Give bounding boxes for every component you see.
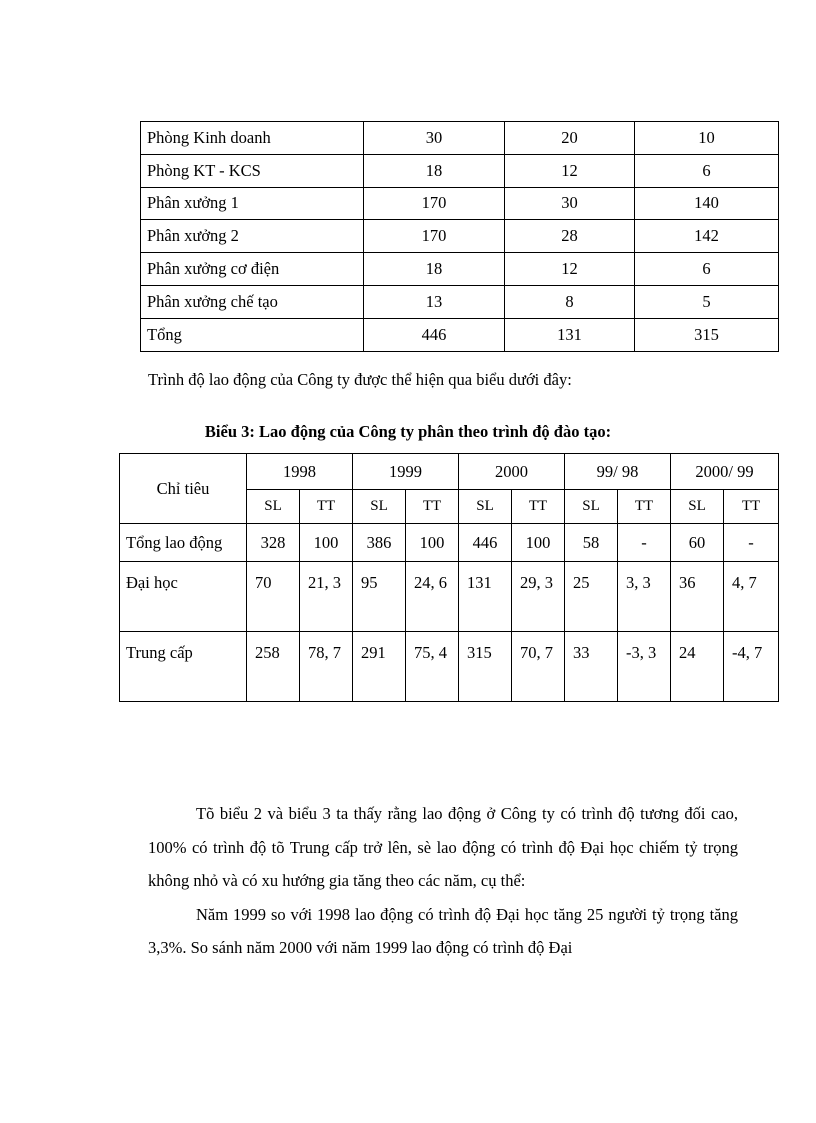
sub-header: SL <box>671 490 724 524</box>
cell: 315 <box>635 318 779 351</box>
sub-header: TT <box>406 490 459 524</box>
row-label: Tổng <box>141 318 364 351</box>
cell: 446 <box>364 318 505 351</box>
cell: 21, 3 <box>300 562 353 632</box>
cell: 29, 3 <box>512 562 565 632</box>
year-header: 1999 <box>353 454 459 490</box>
table-row <box>120 632 779 702</box>
sub-header: TT <box>300 490 353 524</box>
cell: 20 <box>505 122 635 155</box>
cell: 12 <box>505 253 635 286</box>
year-header: 2000 <box>459 454 565 490</box>
cell: 18 <box>364 154 505 187</box>
cell: 6 <box>635 154 779 187</box>
cell: 4, 7 <box>724 562 779 632</box>
cell: 75, 4 <box>406 632 459 702</box>
table-row <box>141 187 779 220</box>
cell: 18 <box>364 253 505 286</box>
row-label: Phân xưởng 2 <box>141 220 364 253</box>
cell: 6 <box>635 253 779 286</box>
cell: 70 <box>247 562 300 632</box>
cell: 258 <box>247 632 300 702</box>
cell: 100 <box>512 524 565 562</box>
cell: - <box>724 524 779 562</box>
sub-header: TT <box>618 490 671 524</box>
cell: 95 <box>353 562 406 632</box>
cell: 328 <box>247 524 300 562</box>
cell: 315 <box>459 632 512 702</box>
table-2-title: Biểu 3: Lao động của Công ty phân theo trình độ đào tạo: <box>204 422 612 441</box>
cell: 24 <box>671 632 724 702</box>
cell: - <box>618 524 671 562</box>
cell: 3, 3 <box>618 562 671 632</box>
cell: 291 <box>353 632 406 702</box>
sub-header: SL <box>565 490 618 524</box>
header-label: Chỉ tiêu <box>120 454 247 524</box>
paragraph: Năm 1999 so với 1998 lao động có trình độ Đại học tăng 25 người tỷ trọng tăng 3,3%. So sánh năm 2000 với năm 1999 lao động có trình độ Đại <box>148 904 738 957</box>
cell: 386 <box>353 524 406 562</box>
table-row <box>141 220 779 253</box>
header-row <box>120 454 779 490</box>
cell: 58 <box>565 524 618 562</box>
cell: 36 <box>671 562 724 632</box>
cell: 170 <box>364 187 505 220</box>
table-row <box>141 122 779 155</box>
cell: 100 <box>300 524 353 562</box>
table-1 <box>140 121 779 352</box>
cell: 25 <box>565 562 618 632</box>
cell: 131 <box>505 318 635 351</box>
intro-text: Trình độ lao động của Công ty được thể hiện qua biểu dưới đây: <box>148 370 572 389</box>
cell: 78, 7 <box>300 632 353 702</box>
row-label: Đại học <box>120 562 247 632</box>
cell: 70, 7 <box>512 632 565 702</box>
cell: 24, 6 <box>406 562 459 632</box>
cell: 13 <box>364 285 505 318</box>
cell: 446 <box>459 524 512 562</box>
cell: 30 <box>364 122 505 155</box>
table-row <box>120 524 779 562</box>
cell: 8 <box>505 285 635 318</box>
cell: 33 <box>565 632 618 702</box>
sub-header: SL <box>353 490 406 524</box>
cell: -3, 3 <box>618 632 671 702</box>
body-text <box>148 797 738 965</box>
row-label: Phòng Kinh doanh <box>141 122 364 155</box>
sub-header: SL <box>459 490 512 524</box>
year-header: 99/ 98 <box>565 454 671 490</box>
table-row <box>120 562 779 632</box>
cell: 140 <box>635 187 779 220</box>
sub-header: SL <box>247 490 300 524</box>
row-label: Trung cấp <box>120 632 247 702</box>
cell: 30 <box>505 187 635 220</box>
year-header: 2000/ 99 <box>671 454 779 490</box>
cell: 170 <box>364 220 505 253</box>
row-label: Phân xưởng cơ điện <box>141 253 364 286</box>
cell: 5 <box>635 285 779 318</box>
sub-header: TT <box>512 490 565 524</box>
cell: 12 <box>505 154 635 187</box>
cell: 10 <box>635 122 779 155</box>
table-2 <box>119 453 779 702</box>
row-label: Phòng KT - KCS <box>141 154 364 187</box>
cell: 142 <box>635 220 779 253</box>
table-row <box>141 154 779 187</box>
cell: 28 <box>505 220 635 253</box>
sub-header: TT <box>724 490 779 524</box>
row-label: Tổng lao động <box>120 524 247 562</box>
paragraph: Tõ biểu 2 và biểu 3 ta thấy rằng lao động ở Công ty có trình độ tương đối cao, 100% có trình độ tõ Trung cấp trở lên, sè lao động có trình độ Đại học chiếm tỷ trọng không nhỏ và có xu hướng gia tăng theo các năm, cụ thể: <box>148 804 738 890</box>
table-row <box>141 285 779 318</box>
table-row-total <box>141 318 779 351</box>
row-label: Phân xưởng 1 <box>141 187 364 220</box>
row-label: Phân xưởng chế tạo <box>141 285 364 318</box>
table-row <box>141 253 779 286</box>
cell: 100 <box>406 524 459 562</box>
cell: -4, 7 <box>724 632 779 702</box>
cell: 60 <box>671 524 724 562</box>
year-header: 1998 <box>247 454 353 490</box>
cell: 131 <box>459 562 512 632</box>
